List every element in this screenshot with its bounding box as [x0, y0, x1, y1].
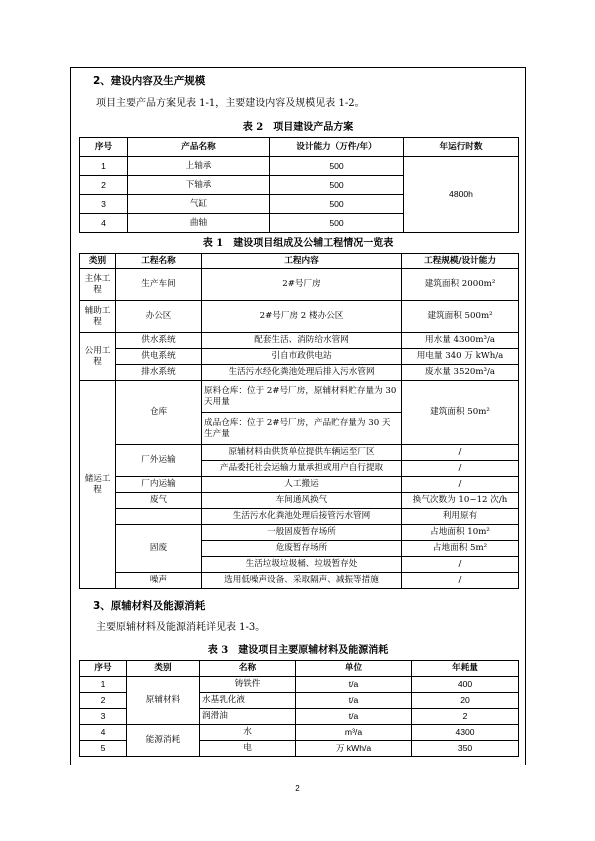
table-2-caption: 表 2 项目建设产品方案 — [242, 122, 354, 133]
product-plan-table — [79, 137, 519, 233]
cell: t/a — [296, 693, 412, 709]
table-row — [80, 445, 519, 461]
cell: 电 — [200, 741, 296, 757]
cell: 5 — [80, 741, 127, 757]
cell: 4 — [80, 214, 128, 233]
table-row — [80, 333, 519, 349]
annual-hours-cell: 4800h — [404, 157, 519, 233]
cell: 车间通风换气 — [202, 493, 402, 509]
table-row — [80, 365, 519, 381]
cell: 上轴承 — [128, 157, 270, 176]
cell: 1 — [80, 677, 127, 693]
cell: 废水量 3520m³/a — [402, 365, 519, 381]
cell: 仓库 — [116, 381, 202, 445]
cell: 4 — [80, 725, 127, 741]
cell: 配套生活、消防给水管网 — [202, 333, 402, 349]
table-row — [80, 509, 519, 525]
cell: 4300 — [412, 725, 519, 741]
cell — [116, 509, 202, 525]
category-cell: 辅助工程 — [80, 301, 116, 333]
col-header: 单位 — [296, 661, 412, 677]
cell: 500 — [270, 157, 404, 176]
cell: 建筑面积 50m² — [402, 381, 519, 445]
cell: 用水量 4300m³/a — [402, 333, 519, 349]
cell: 水 — [200, 725, 296, 741]
category-cell: 主体工程 — [80, 269, 116, 301]
cell: 400 — [412, 677, 519, 693]
table-header-row — [80, 138, 519, 157]
cell: 利用原有 — [402, 509, 519, 525]
cell: 1 — [80, 157, 128, 176]
table-row — [80, 525, 519, 541]
category-cell: 公用工程 — [80, 333, 116, 381]
table-row — [80, 493, 519, 509]
col-header: 工程内容 — [202, 254, 402, 269]
cell: 350 — [412, 741, 519, 757]
category-cell: 储运工程 — [80, 381, 116, 589]
cell: 3 — [80, 709, 127, 725]
category-cell: 原辅材料 — [127, 677, 200, 725]
cell: 产品委托社会运输力量承担或用户自行提取 — [202, 461, 402, 477]
cell: 换气次数为 10~12 次/h — [402, 493, 519, 509]
cell: 一般固废暂存场所 — [202, 525, 402, 541]
cell: 排水系统 — [116, 365, 202, 381]
table-1-caption: 表 1 建设项目组成及公辅工程情况一览表 — [202, 238, 394, 249]
table-row — [80, 349, 519, 365]
cell: 生活污水经化粪池处理后排入污水管网 — [202, 365, 402, 381]
table-header-row — [80, 254, 519, 269]
materials-table — [79, 660, 519, 757]
table-row — [80, 381, 519, 413]
section-3-paragraph: 主要原辅材料及能源消耗详见表 1-3。 — [96, 622, 266, 633]
cell: 用电量 340 万 kWh/a — [402, 349, 519, 365]
cell: 供水系统 — [116, 333, 202, 349]
cell: 生产车间 — [116, 269, 202, 301]
cell: / — [402, 477, 519, 493]
cell: 铸铁件 — [200, 677, 296, 693]
cell: 生活垃圾垃圾桶、垃圾暂存处 — [202, 557, 402, 573]
cell: 原辅材料由供货单位提供车辆运至厂区 — [202, 445, 402, 461]
cell: 引自市政供电站 — [202, 349, 402, 365]
table-row — [80, 477, 519, 493]
cell: 危废暂存场所 — [202, 541, 402, 557]
cell: 占地面积 5m² — [402, 541, 519, 557]
cell: 3 — [80, 195, 128, 214]
cell: 办公区 — [116, 301, 202, 333]
table-3-caption: 表 3 建设项目主要原辅材料及能源消耗 — [207, 645, 389, 656]
table-row — [80, 301, 519, 333]
cell: 万 kWh/a — [296, 741, 412, 757]
cell: 2#号厂房 2 楼办公区 — [202, 301, 402, 333]
table-row — [80, 573, 519, 589]
cell: 选用低噪声设备、采取隔声、减振等措施 — [202, 573, 402, 589]
col-header: 年耗量 — [412, 661, 519, 677]
category-cell: 能源消耗 — [127, 725, 200, 757]
cell: 噪声 — [116, 573, 202, 589]
col-header: 年运行时数 — [404, 138, 519, 157]
cell: 成品仓库：位于 2#号厂房，产品贮存量为 30 天生产量 — [202, 413, 402, 445]
cell: 500 — [270, 176, 404, 195]
cell: 建筑面积 2000m² — [402, 269, 519, 301]
section-3-heading: 3、原辅材料及能源消耗 — [93, 600, 206, 612]
col-header: 名称 — [200, 661, 296, 677]
cell: 厂外运输 — [116, 445, 202, 477]
col-header: 类别 — [127, 661, 200, 677]
cell: 润滑油 — [200, 709, 296, 725]
col-header: 设计能力（万件/年） — [270, 138, 404, 157]
table-row — [80, 269, 519, 301]
section-2-heading: 2、建设内容及生产规模 — [93, 75, 206, 87]
section-2-paragraph: 项目主要产品方案见表 1-1，主要建设内容及规模见表 1-2。 — [96, 98, 365, 109]
table-row — [80, 157, 519, 176]
cell: 厂内运输 — [116, 477, 202, 493]
col-header: 工程名称 — [116, 254, 202, 269]
cell: 占地面积 10m² — [402, 525, 519, 541]
cell: 2#号厂房 — [202, 269, 402, 301]
cell: 建筑面积 500m² — [402, 301, 519, 333]
cell: 2 — [80, 176, 128, 195]
col-header: 类别 — [80, 254, 116, 269]
cell: t/a — [296, 709, 412, 725]
cell: / — [402, 461, 519, 477]
cell: 2 — [80, 693, 127, 709]
page-number: 2 — [295, 784, 300, 793]
col-header: 序号 — [80, 661, 127, 677]
cell: 曲轴 — [128, 214, 270, 233]
cell: 气缸 — [128, 195, 270, 214]
cell: 固废 — [116, 525, 202, 573]
cell: t/a — [296, 677, 412, 693]
cell: / — [402, 445, 519, 461]
cell: / — [402, 573, 519, 589]
cell: 供电系统 — [116, 349, 202, 365]
col-header: 工程规模/设计能力 — [402, 254, 519, 269]
cell: / — [402, 557, 519, 573]
cell: 人工搬运 — [202, 477, 402, 493]
table-row — [80, 677, 519, 693]
cell: 20 — [412, 693, 519, 709]
cell: 原料仓库：位于 2#号厂房，原辅材料贮存量为 30 天用量 — [202, 381, 402, 413]
cell: 500 — [270, 195, 404, 214]
cell: 生活污水化粪池处理后接管污水管网 — [202, 509, 402, 525]
table-header-row — [80, 661, 519, 677]
cell: 废气 — [116, 493, 202, 509]
col-header: 产品名称 — [128, 138, 270, 157]
table-row — [80, 725, 519, 741]
cell: 下轴承 — [128, 176, 270, 195]
cell: 500 — [270, 214, 404, 233]
col-header: 序号 — [80, 138, 128, 157]
cell: 2 — [412, 709, 519, 725]
cell: 水基乳化液 — [200, 693, 296, 709]
cell: m³/a — [296, 725, 412, 741]
project-composition-table — [79, 253, 519, 589]
